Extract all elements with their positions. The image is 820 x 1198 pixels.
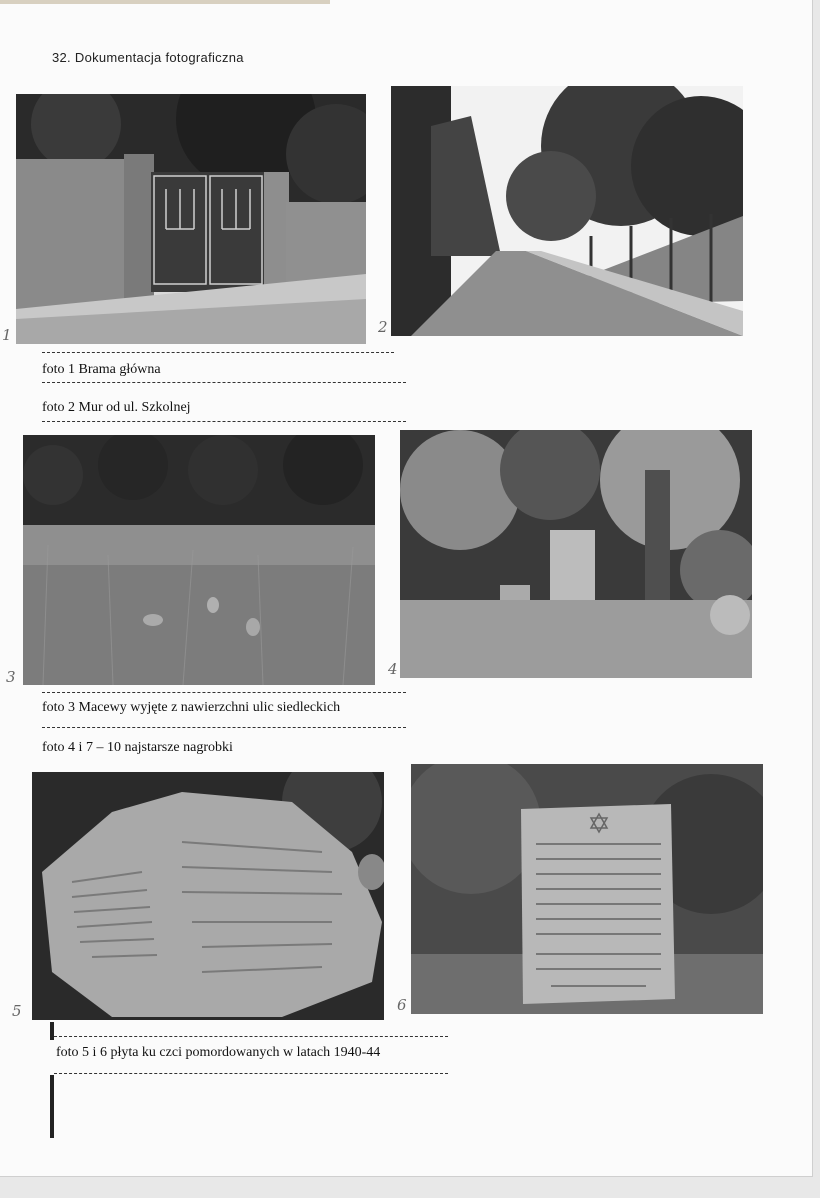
margin-bar: [50, 1075, 54, 1138]
photo-6: [411, 764, 763, 1014]
photo-3: [23, 435, 375, 685]
photo-number-2: 2: [378, 318, 388, 336]
caption-rule: [54, 1036, 448, 1037]
photo-number-6: 6: [397, 996, 407, 1014]
photo-number-4: 4: [388, 660, 398, 678]
photo-4: [400, 430, 752, 678]
caption-rule: [42, 382, 406, 383]
caption-rule: [42, 421, 406, 422]
photo-1: [16, 94, 366, 344]
caption-rule: [42, 692, 406, 693]
caption-rule: [42, 727, 406, 728]
caption-rule: [42, 352, 394, 353]
caption-rule: [54, 1073, 448, 1074]
caption-photo-3: foto 3 Macewy wyjęte z nawierzchni ulic siedleckich: [42, 700, 341, 715]
photo-number-3: 3: [6, 668, 16, 686]
caption-photo-1: foto 1 Brama główna: [42, 362, 161, 377]
caption-photo-2: foto 2 Mur od ul. Szkolnej: [42, 400, 191, 415]
page-header: 32. Dokumentacja fotograficzna: [52, 50, 244, 65]
photo-2: [391, 86, 743, 336]
margin-bar: [50, 1022, 54, 1040]
scan-edge: [0, 0, 330, 4]
photo-number-1: 1: [2, 326, 12, 344]
caption-photo-4: foto 4 i 7 – 10 najstarsze nagrobki: [42, 740, 233, 755]
photo-number-5: 5: [12, 1002, 22, 1020]
photo-5: [32, 772, 384, 1020]
caption-photo-5-6: foto 5 i 6 płyta ku czci pomordowanych w latach 1940-44: [56, 1045, 381, 1060]
